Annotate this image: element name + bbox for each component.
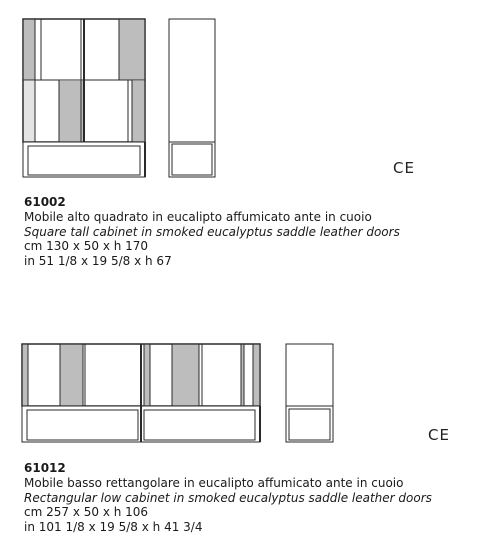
- product-name-italian: Mobile basso rettangolare in eucalipto affumicato ante in cuoio: [24, 476, 404, 490]
- product-name-english: Rectangular low cabinet in smoked eucalyptus saddle leather doors: [24, 490, 432, 505]
- dimensions-cm: cm 257 x 50 x h 106: [24, 505, 149, 519]
- low-cabinet-side-view: [286, 344, 333, 442]
- low-cabinet-front-view: [22, 344, 260, 442]
- product-name-english: Square tall cabinet in smoked eucalyptus saddle leather doors: [24, 224, 400, 239]
- product-name-italian: Mobile alto quadrato in eucalipto affumicato ante in cuoio: [24, 210, 372, 224]
- ce-mark-2: CE: [428, 426, 450, 444]
- dimensions-cm: cm 130 x 50 x h 170: [24, 239, 149, 253]
- tall-cabinet-front-view: [23, 19, 145, 177]
- product-info-61012: [24, 461, 489, 534]
- dimensions-in: in 101 1/8 x 19 5/8 x h 41 3/4: [24, 519, 203, 534]
- ce-mark-1: CE: [393, 159, 415, 177]
- tall-cabinet-side-view: [169, 19, 215, 177]
- dimensions-in: in 51 1/8 x 19 5/8 x h 67: [24, 253, 172, 268]
- product-code: 61012: [24, 461, 66, 475]
- product-code: 61002: [24, 195, 66, 209]
- product-info-61002: [24, 195, 489, 268]
